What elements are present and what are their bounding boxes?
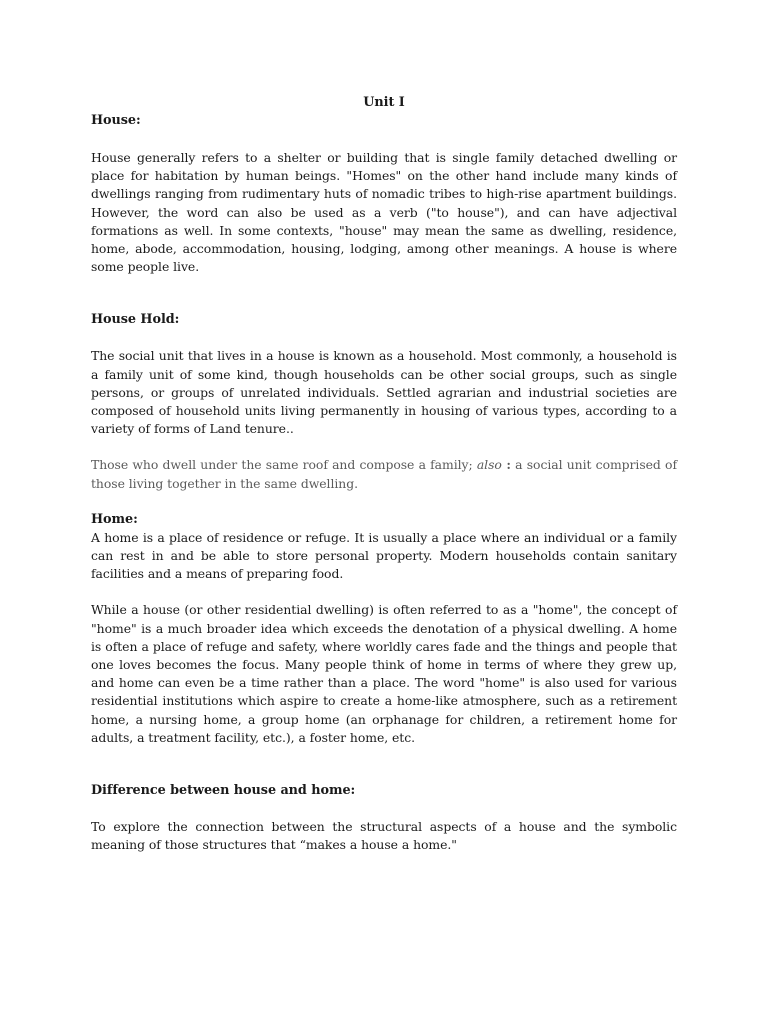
household-heading: House Hold:	[91, 312, 180, 328]
definition-also: also	[476, 457, 502, 473]
house-paragraph: House generally refers to a shelter or building that is single family detached dwelling or place for habitation by human beings. "Homes" on the other hand include many kinds of dwellings ranging from rudimentary huts of nomadic tribes to high-rise apartment buildings. However, the word can also be used as a verb ("to house"), and can have adjectival formations as well. In some contexts, "house" may mean the same as dwelling, residence, home, abode, accommodation, housing, lodging, among other meanings. A house is where some people live.	[91, 150, 677, 275]
document-page	[91, 94, 677, 854]
unit-title: Unit I	[363, 95, 405, 110]
definition-colon: :	[501, 457, 511, 473]
home-paragraph-1: A home is a place of residence or refuge. It is usually a place where an individual or a family can rest in and be able to store personal property. Modern households contain sanitary facilities and a means of preparing food.	[91, 529, 677, 582]
house-heading: House:	[91, 113, 141, 128]
definition-text-start: Those who dwell under the same roof and compose a family;	[91, 457, 477, 473]
definition-text-end: a social unit comprised of those living together in the same dwelling.	[91, 457, 677, 491]
household-definition	[91, 456, 677, 492]
difference-heading: Difference between house and home:	[91, 783, 356, 799]
home-heading: Home:	[91, 511, 138, 527]
home-paragraph-2: While a house (or other residential dwelling) is often referred to as a "home", the concept of "home" is a much broader idea which exceeds the denotation of a physical dwelling. A home is often a place of refuge and safety, where worldly cares fade and the things and people that one loves becomes the focus. Many people think of home in terms of where they grew up, and home can even be a time rather than a place. The word "home" is also used for various residential institutions which aspire to create a home-like atmosphere, such as a retirement home, a nursing home, a group home (an orphanage for children, a retirement home for adults, a treatment facility, etc.), a foster home, etc.	[91, 602, 677, 745]
household-paragraph: The social unit that lives in a house is known as a household. Most commonly, a household is a family unit of some kind, though households can be other social groups, such as single persons, or groups of unrelated individuals. Settled agrarian and industrial societies are composed of household units living permanently in housing of various types, according to a variety of forms of Land tenure..	[91, 348, 677, 437]
difference-paragraph: To explore the connection between the structural aspects of a house and the symbolic meaning of those structures that “makes a house a home."	[91, 819, 677, 853]
